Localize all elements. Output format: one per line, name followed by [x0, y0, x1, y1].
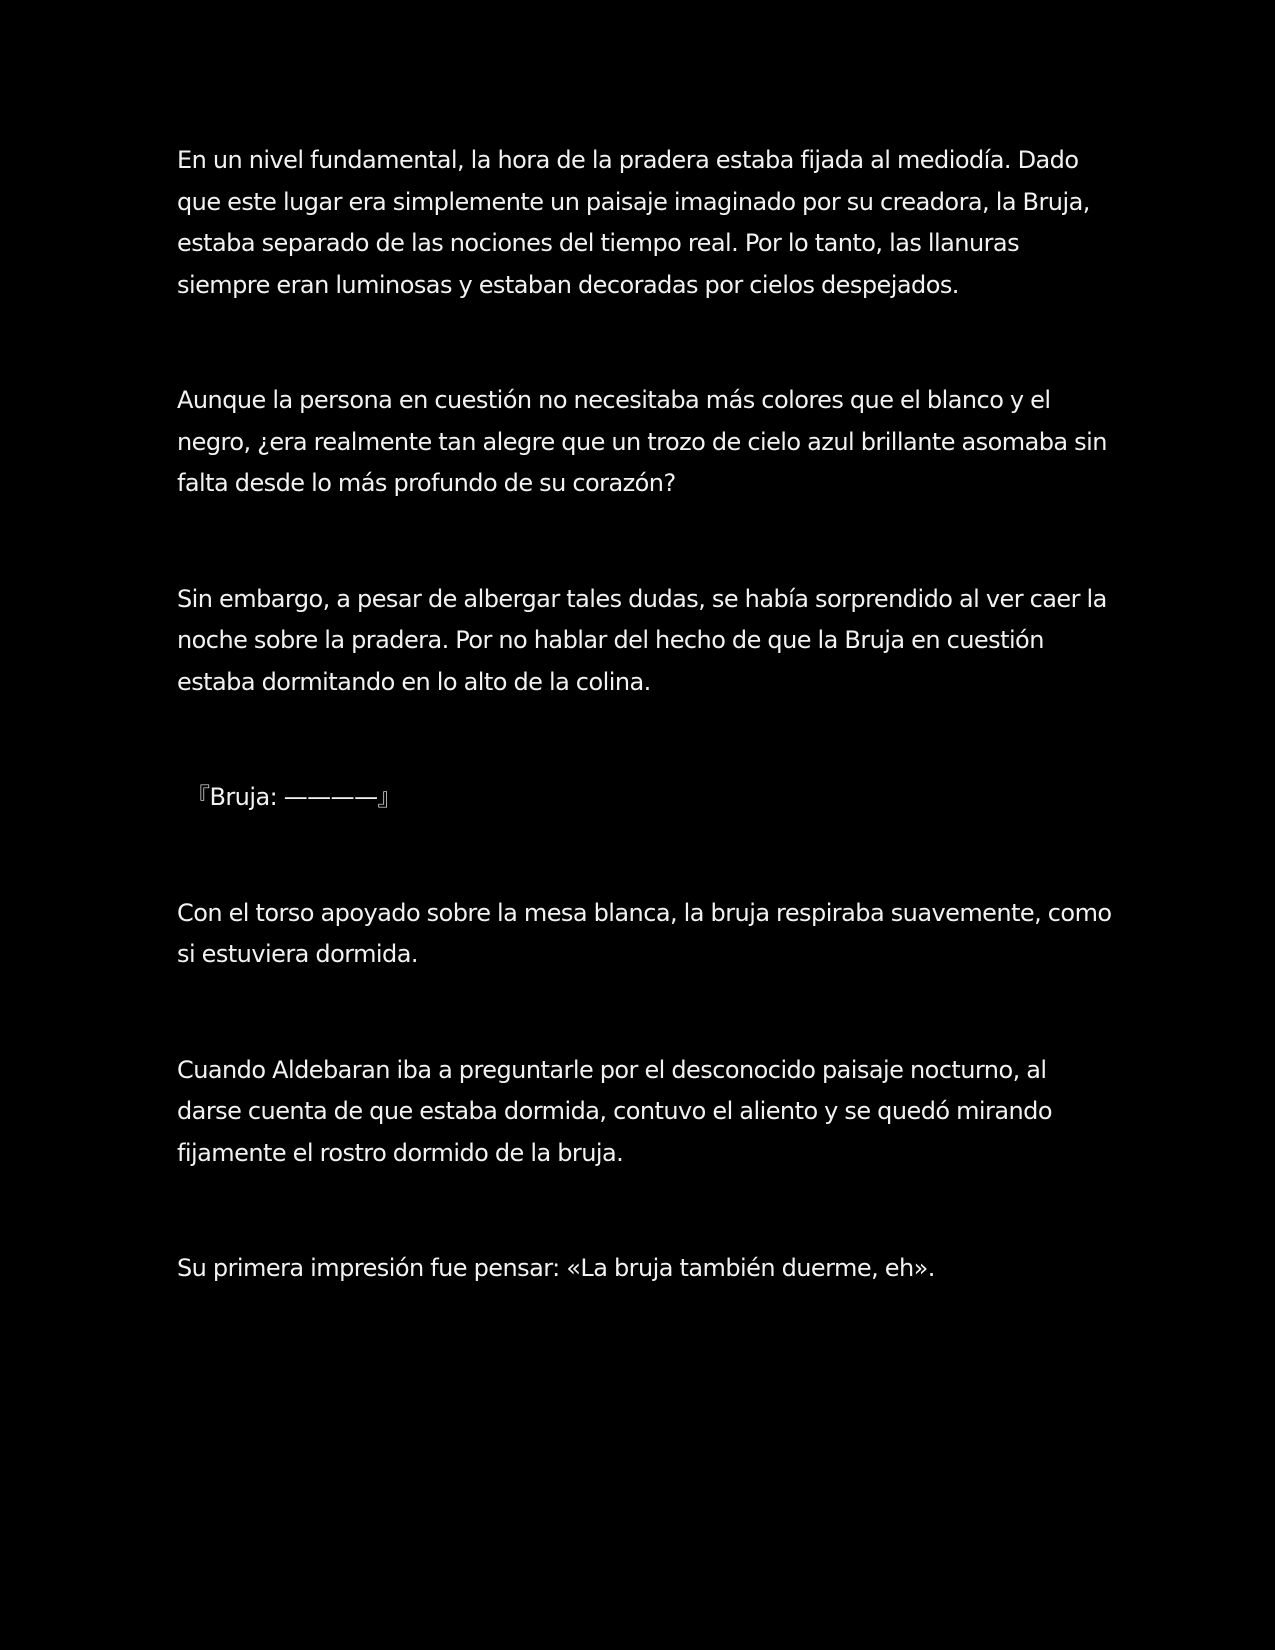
paragraph-2: Aunque la persona en cuestión no necesitaba más colores que el blanco y el negro, ¿era realmente tan alegre que un trozo de cielo azul brillante asomaba sin falta desde lo más profundo de su corazón? — [177, 386, 1107, 497]
paragraph-6: Cuando Aldebaran iba a preguntarle por el desconocido paisaje nocturno, al darse cuenta de que estaba dormida, contuvo el aliento y se quedó mirando fijamente el rostro dormido de la bruja. — [177, 1055, 1052, 1167]
dialogue-line: 『Bruja: ————』 — [186, 783, 401, 811]
paragraph-3: Sin embargo, a pesar de albergar tales dudas, se había sorprendido al ver caer la noche sobre la pradera. Por no hablar del hecho de que la Bruja en cuestión estaba dormitando en lo alto de la colina. — [177, 584, 1107, 696]
paragraph-5: Con el torso apoyado sobre la mesa blanca, la bruja respiraba suavemente, como si estuviera dormida. — [177, 898, 1112, 968]
paragraph-7: Su primera impresión fue pensar: «La bruja también duerme, eh». — [177, 1254, 935, 1282]
document-body — [177, 140, 1112, 1364]
paragraph-1: En un nivel fundamental, la hora de la pradera estaba fijada al mediodía. Dado que este lugar era simplemente un paisaje imaginado por su creadora, la Bruja, estaba separado de las nociones del tiempo real. Por lo tanto, las llanuras siempre eran luminosas y estaban decoradas por cielos despejados. — [177, 146, 1090, 299]
